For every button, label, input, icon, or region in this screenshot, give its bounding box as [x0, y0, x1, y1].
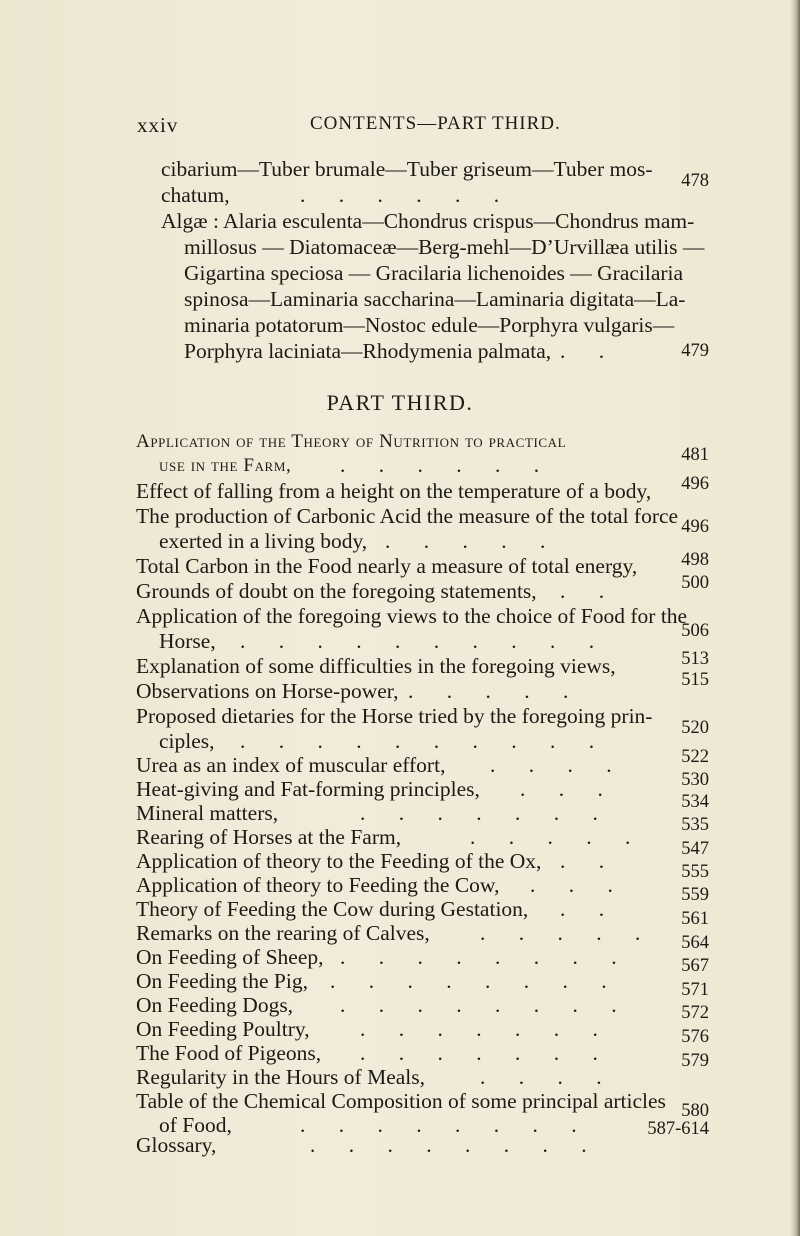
entry-line: Horse, [159, 629, 216, 653]
dot-leader: . . . . . [470, 825, 645, 849]
entry-line: On Feeding the Pig, [136, 969, 308, 993]
entry-page: 515 [681, 670, 709, 690]
entry-page: 547 [681, 839, 709, 859]
part-title: PART THIRD. [326, 390, 474, 415]
entry-line: of Food, [159, 1113, 232, 1137]
dot-leader: . . [560, 849, 619, 873]
entry-page: 561 [681, 909, 709, 929]
entry-line: Table of the Chemical Composition of some principal articles [136, 1089, 666, 1113]
dot-leader: . . . . [480, 1065, 616, 1089]
entry-page: 559 [681, 885, 709, 905]
entry-page: 478 [681, 171, 709, 191]
entry-page: 572 [681, 1003, 709, 1023]
dot-leader: . . . . . . [340, 453, 554, 477]
entry-line: Application of the Theory of Nutrition to practical [136, 431, 567, 452]
entry-page: 496 [681, 474, 709, 494]
entry-line: Proposed dietaries for the Horse tried by the foregoing prin- [136, 704, 653, 728]
entry-line: Heat-giving and Fat-forming principles, [136, 777, 480, 801]
entry-line: minaria potatorum—Nostoc edule—Porphyra vulgaris— [184, 313, 675, 337]
dot-leader: . . . . . [385, 529, 560, 553]
entry-line: On Feeding Poultry, [136, 1017, 310, 1041]
dot-leader: . . . . . . [300, 183, 514, 207]
dot-leader: . . . . . . . . . . [240, 729, 609, 753]
entry-page: 579 [681, 1051, 709, 1071]
entry-page: 500 [681, 573, 709, 593]
entry-page: 496 [681, 517, 709, 537]
entry-line: Theory of Feeding the Cow during Gestation, [136, 897, 529, 921]
entry-page: 506 [681, 621, 709, 641]
entry-line: Regularity in the Hours of Meals, [136, 1065, 426, 1089]
dot-leader: . . . . . . . [360, 1041, 612, 1065]
entry-line: Explanation of some difficulties in the foregoing views, [136, 654, 616, 678]
entry-page: 571 [681, 980, 709, 1000]
entry-line: Application of theory to the Feeding of the Ox, [136, 849, 542, 873]
dot-leader: . . . . [490, 753, 626, 777]
running-title: CONTENTS—PART THIRD. [310, 113, 561, 134]
entry-page: 535 [681, 815, 709, 835]
dot-leader: . . . . . . . . [300, 1113, 591, 1137]
page-number: xxiv [137, 113, 179, 137]
entry-line: On Feeding Dogs, [136, 993, 294, 1017]
entry-line: Glossary, [136, 1133, 217, 1157]
entry-page: 530 [681, 770, 709, 790]
dot-leader: . . [560, 579, 619, 603]
dot-leader: . . . . . . . [360, 1017, 612, 1041]
entry-page: 580 [681, 1101, 709, 1121]
entry-page: 567 [681, 956, 709, 976]
entry-page: 498 [681, 550, 709, 570]
entry-line: Urea as an index of muscular effort, [136, 753, 446, 777]
dot-leader: . . . [530, 873, 627, 897]
entry-line: ciples, [159, 729, 215, 753]
entry-page: 520 [681, 718, 709, 738]
entry-line: Grounds of doubt on the foregoing statements, [136, 579, 537, 603]
entry-line: spinosa—Laminaria saccharina—Laminaria digitata—La- [184, 287, 686, 311]
entry-line: Remarks on the rearing of Calves, [136, 921, 430, 945]
entry-line: The Food of Pigeons, [136, 1041, 322, 1065]
entry-page: 587-614 [647, 1119, 709, 1139]
entry-page: 522 [681, 747, 709, 767]
entry-line: Application of the foregoing views to the choice of Food for the [136, 604, 688, 628]
entry-line: The production of Carbonic Acid the measure of the total force [136, 504, 679, 528]
dot-leader: . . . . . [408, 679, 583, 703]
dot-leader: . . [560, 897, 619, 921]
entry-line: use in the Farm, [159, 455, 292, 476]
entry-page: 481 [681, 445, 709, 465]
dot-leader: . . . [520, 777, 617, 801]
entry-line: exerted in a living body, [159, 529, 368, 553]
entry-page: 564 [681, 933, 709, 953]
page-edge-shadow [790, 0, 800, 1236]
entry-page: 555 [681, 862, 709, 882]
entry-line: Rearing of Horses at the Farm, [136, 825, 402, 849]
entry-line: Algæ : Alaria esculenta—Chondrus crispus—Chondrus mam- [161, 209, 695, 233]
dot-leader: . . . . . . . . [340, 993, 631, 1017]
entry-line: Mineral matters, [136, 801, 279, 825]
entry-line: Observations on Horse-power, [136, 679, 399, 703]
dot-leader: . . . . . . . . . . [240, 629, 609, 653]
entry-line: chatum, [161, 183, 230, 207]
entry-line: Gigartina speciosa — Gracilaria lichenoides — Gracilaria [184, 261, 684, 285]
entry-page: 534 [681, 792, 709, 812]
entry-page: 576 [681, 1027, 709, 1047]
dot-leader: . . . . . . . . [340, 945, 631, 969]
entry-page: 479 [681, 341, 709, 361]
dot-leader: . . . . . [480, 921, 655, 945]
entry-page: 513 [681, 649, 709, 669]
entry-line: On Feeding of Sheep, [136, 945, 324, 969]
entry-line: millosus — Diatomaceæ—Berg-mehl—D’Urvillæa utilis — [184, 235, 705, 259]
dot-leader: . . . . . . . . [310, 1133, 601, 1157]
dot-leader: . . [560, 339, 619, 363]
dot-leader: . . . . . . . . [330, 969, 621, 993]
dot-leader: . . . . . . . [360, 801, 612, 825]
entry-line: Porphyra laciniata—Rhodymenia palmata, [184, 339, 552, 363]
entry-line: Application of theory to Feeding the Cow, [136, 873, 500, 897]
entry-line: cibarium—Tuber brumale—Tuber griseum—Tuber mos- [161, 157, 653, 181]
entry-line: Total Carbon in the Food nearly a measure of total energy, [136, 554, 638, 578]
entry-line: Effect of falling from a height on the temperature of a body, [136, 479, 652, 503]
